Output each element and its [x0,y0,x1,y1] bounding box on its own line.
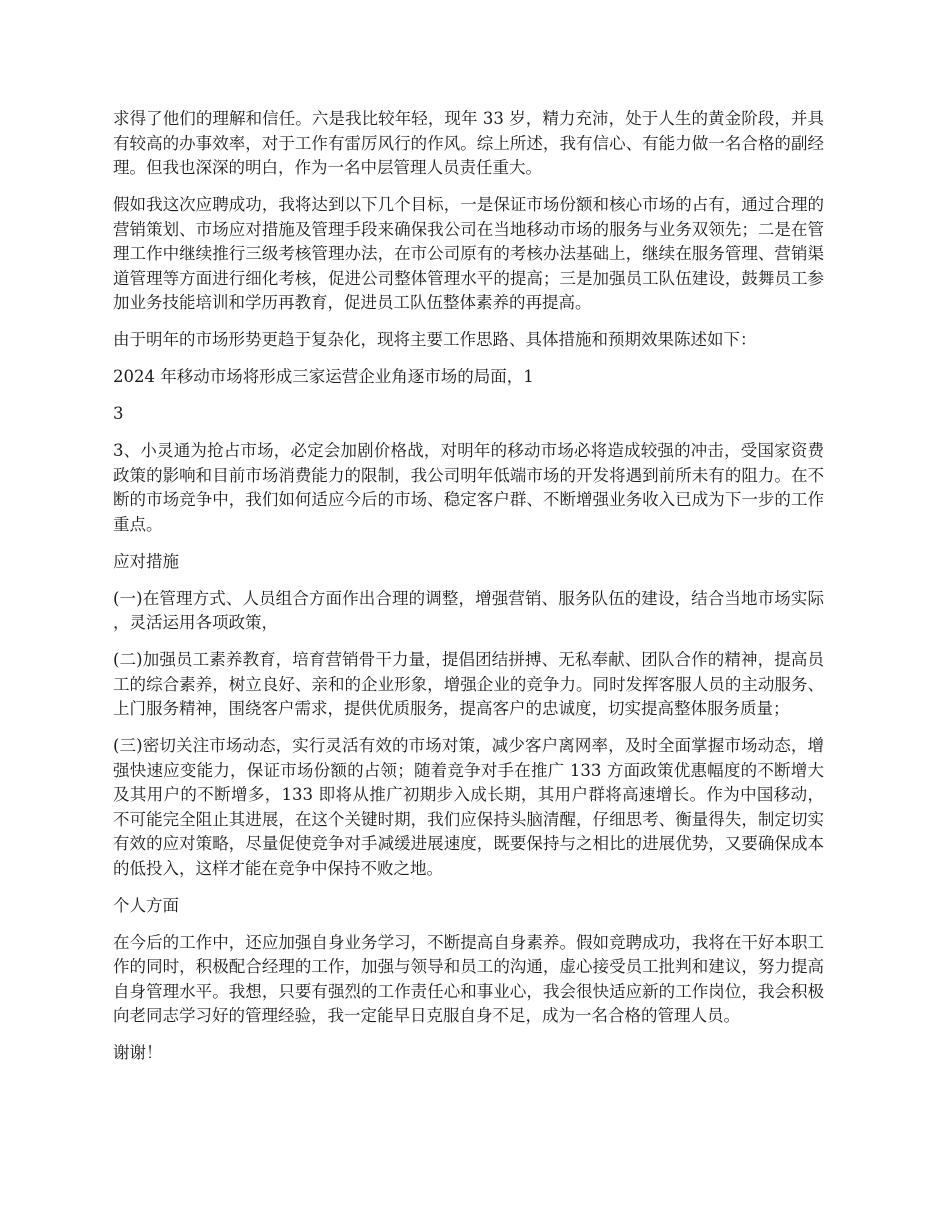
paragraph-qualifications: 求得了他们的理解和信任。六是我比较年轻，现年 33 岁，精力充沛，处于人生的黄金阶段，并具有较高的办事效率，对于工作有雷厉风行的作风。综上所述，我有信心、有能力做一名合格的副经理。但我也深深的明白，作为一名中层管理人员责任重大。 [113,109,824,177]
paragraph-goals: 假如我这次应聘成功，我将达到以下几个目标，一是保证市场份额和核心市场的占有，通过合理的营销策划、市场应对措施及管理手段来确保我公司在当地移动市场的服务与业务双领先；二是在管理工作中继续推行三级考核管理办法，在市公司原有的考核办法基础上，继续在服务管理、营销渠道管理等方面进行细化考核，促进公司整体管理水平的提高；三是加强员工队伍建设，鼓舞员工参加业务技能培训和学历再教育，促进员工队伍整体素养的再提高。 [113,195,824,312]
paragraph-number: 3 [113,404,124,423]
heading-personal: 个人方面 [113,895,179,915]
paragraph-measure-2: (二)加强员工素养教育，培育营销骨干力量，提倡团结拼搏、无私奉献、团队合作的精神，提高员工的综合素养，树立良好、亲和的企业形象，增强企业的竞争力。同时发挥客服人员的主动服务、上门服务精神，围绕客户需求，提供优质服务，提高客户的忠诚度，切实提高整体服务质量； [113,650,824,718]
paragraph-personal: 在今后的工作中，还应加强自身业务学习，不断提高自身素养。假如竞聘成功，我将在干好本职工作的同时，积极配合经理的工作，加强与领导和员工的沟通，虚心接受员工批判和建议，努力提高自身管理水平。我想，只要有强烈的工作责任心和事业心，我会很快适应新的工作岗位，我会积极向老同志学习好的管理经验，我一定能早日克服自身不足，成为一名合格的管理人员。 [113,932,824,1025]
heading-countermeasures: 应对措施 [113,551,179,571]
paragraph-measure-1: (一)在管理方式、人员组合方面作出合理的调整，增强营销、服务队伍的建设，结合当地市场实际，灵活运用各项政策， [113,588,824,632]
paragraph-price-war: 3、小灵通为抢占市场，必定会加剧价格战，对明年的移动市场必将造成较强的冲击，受国家资费政策的影响和目前市场消费能力的限制，我公司明年低端市场的开发将遇到前所未有的阻力。在不断的市场竞争中，我们如何适应今后的市场、稳定客户群、不断增强业务收入已成为下一步的工作重点。 [113,441,824,534]
paragraph-market-2024: 2024 年移动市场将形成三家运营企业角逐市场的局面，1 [113,367,534,386]
paragraph-thanks: 谢谢！ [113,1043,163,1062]
paragraph-market-intro: 由于明年的市场形势更趋于复杂化，现将主要工作思路、具体措施和预期效果陈述如下： [113,330,757,349]
paragraph-measure-3: (三)密切关注市场动态，实行灵活有效的市场对策，减少客户离网率，及时全面掌握市场动态，增强快速应变能力，保证市场份额的占领；随着竞争对手在推广 133 方面政策优惠幅度的不断增大及其用户的不断增多，133 即将从推广初期步入成长期，其用户群将高速增长。作为中国移动，不可能完全阻止其进展，在这个关键时期，我们应保持头脑清醒，仔细思考、衡量得失，制定切实有效的应对策略，尽量促使竞争对手减缓进展速度，既要保持与之相比的进展优势，又要确保成本的低投入，这样才能在竞争中保持不败之地。 [113,736,824,878]
